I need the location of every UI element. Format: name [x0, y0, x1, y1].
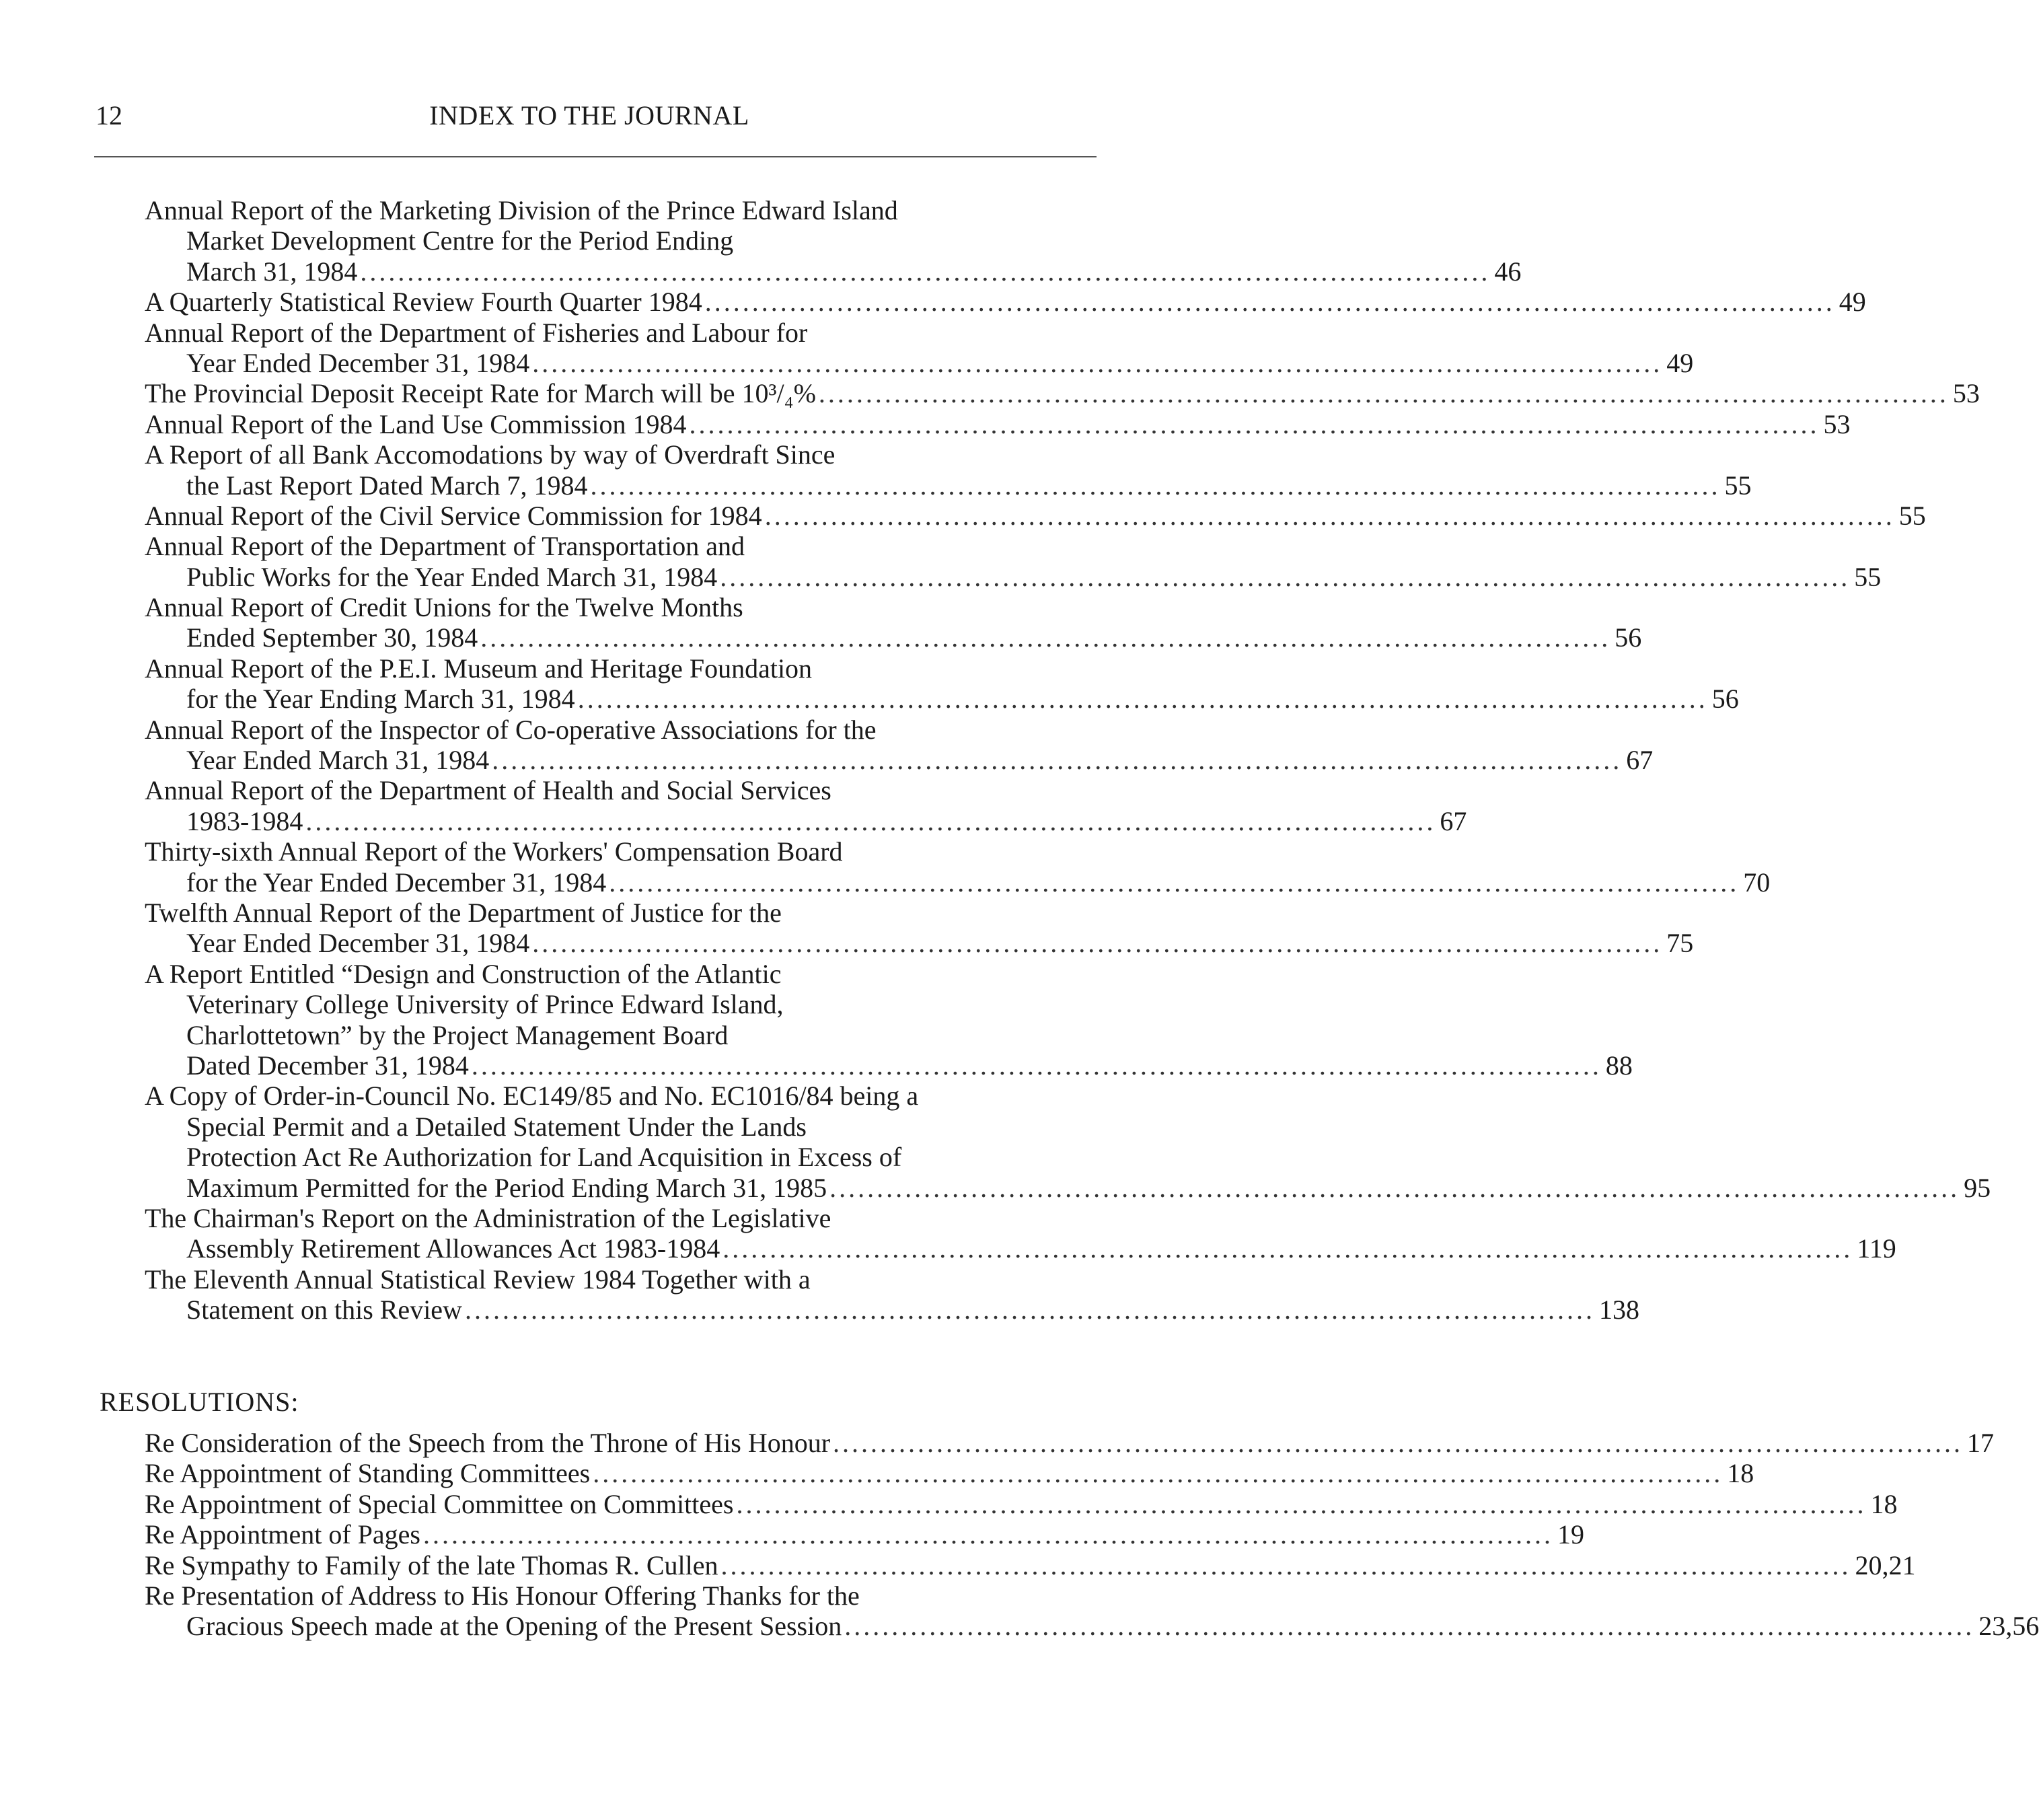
entry-line [145, 1611, 2039, 1642]
dot-leader: ........................................................................................................................ [722, 1233, 1853, 1264]
entry-line [145, 836, 1095, 867]
entry-text: The Provincial Deposit Receipt Rate for March will be 10³/₄% [145, 378, 816, 409]
dot-leader: ........................................................................................................................ [305, 805, 1436, 836]
entry-line [145, 318, 1095, 348]
entry-line [145, 1172, 1991, 1203]
index-entry [145, 1458, 1754, 1489]
dot-leader: ........................................................................................................................ [492, 745, 1623, 776]
entry-text: Dated December 31, 1984 [186, 1050, 469, 1081]
entry-line [145, 1081, 1095, 1111]
index-entry [145, 408, 1851, 439]
entry-line [145, 378, 1980, 409]
page-reference: 70 [1743, 867, 1771, 898]
index-entry [145, 1264, 1639, 1325]
index-entry [145, 1428, 1995, 1458]
entry-line [145, 470, 1752, 501]
entry-line [145, 989, 1095, 1019]
entry-line [145, 347, 1694, 378]
dot-leader: ........................................................................................................................ [844, 1611, 1975, 1642]
page-reference: 19 [1557, 1519, 1584, 1550]
entry-line [145, 287, 1866, 318]
entry-line [145, 1203, 1095, 1233]
entry-text: Annual Report of the Department of Fisheries and Labour for [145, 317, 808, 348]
entry-text: A Report Entitled “Design and Construction of the Atlantic [145, 958, 782, 989]
entry-text: Re Appointment of Special Committee on Committees [145, 1488, 734, 1519]
index-entry [145, 592, 1642, 653]
entry-text: Special Permit and a Detailed Statement Under the Lands [186, 1111, 807, 1142]
entry-line [145, 775, 1095, 805]
entry-line [145, 867, 1771, 898]
page-reference: 95 [1964, 1172, 1991, 1203]
dot-leader: ........................................................................................................................ [720, 1550, 1851, 1580]
entry-line [145, 1112, 1095, 1142]
dot-leader: ........................................................................................................................ [593, 1458, 1723, 1489]
entry-text: Annual Report of the P.E.I. Museum and Heritage Foundation [145, 653, 813, 684]
dot-leader: ........................................................................................................................ [764, 500, 1895, 531]
index-entry [145, 958, 1633, 1081]
entry-text: Annual Report of the Civil Service Commission for 1984 [145, 500, 762, 531]
entry-text: Maximum Permitted for the Period Ending March 31, 1985 [186, 1172, 827, 1203]
resolutions-heading: RESOLUTIONS: [100, 1387, 299, 1417]
running-title: INDEX TO THE JOURNAL [429, 100, 749, 131]
entry-text: Re Sympathy to Family of the late Thomas R. Cullen [145, 1550, 718, 1580]
index-entry [145, 1081, 1991, 1203]
page-reference: 53 [1952, 378, 1980, 409]
entry-line [145, 1550, 1916, 1580]
entry-text: Re Appointment of Pages [145, 1519, 420, 1550]
entry-line [145, 684, 1739, 715]
page-reference: 53 [1823, 408, 1851, 439]
page-reference: 67 [1626, 745, 1654, 776]
entry-text: for the Year Ending March 31, 1984 [186, 684, 575, 715]
index-entry [145, 1488, 1898, 1519]
entry-line [145, 561, 1882, 592]
dot-leader: ........................................................................................................................ [704, 287, 1835, 318]
dot-leader: ........................................................................................................................ [422, 1519, 1553, 1550]
index-entry [145, 195, 1522, 287]
index-entry [145, 1580, 2039, 1642]
page-reference: 56 [1615, 622, 1642, 653]
entry-line [145, 959, 1095, 989]
index-entry [145, 714, 1654, 776]
index-entry [145, 653, 1739, 715]
dot-leader: ........................................................................................................................ [577, 684, 1708, 715]
page-header [0, 100, 1179, 140]
index-entry [145, 1550, 1916, 1580]
dot-leader: ........................................................................................................................ [464, 1295, 1595, 1325]
entry-line [145, 1142, 1095, 1172]
entry-text: Protection Act Re Authorization for Land Acquisition in Excess of [186, 1142, 902, 1173]
page-reference: 20,21 [1855, 1550, 1916, 1580]
index-entry [145, 531, 1882, 592]
entry-line [145, 1050, 1633, 1081]
page-reference: 67 [1440, 805, 1467, 836]
dot-leader: ........................................................................................................................ [609, 867, 1740, 898]
index-entry [145, 500, 1926, 531]
page-number: 12 [96, 100, 122, 131]
entry-line [145, 1264, 1095, 1295]
entry-line [145, 256, 1522, 287]
dot-leader: ........................................................................................................................ [818, 378, 1949, 409]
entry-line [145, 195, 1095, 225]
header-rule [94, 156, 1097, 157]
page-reference: 88 [1605, 1050, 1633, 1081]
dot-leader: ........................................................................................................................ [833, 1428, 1964, 1458]
entry-text: Ended September 30, 1984 [186, 622, 478, 653]
entry-line [145, 928, 1694, 959]
entry-text: The Chairman's Report on the Administration of the Legislative [145, 1202, 831, 1233]
reports-index [145, 195, 1991, 1325]
entry-line [145, 805, 1467, 836]
entry-text: A Copy of Order-in-Council No. EC149/85 and No. EC1016/84 being a [145, 1081, 919, 1112]
entry-text: for the Year Ended December 31, 1984 [186, 867, 607, 898]
page-reference: 49 [1839, 287, 1866, 318]
entry-text: Annual Report of the Department of Health and Social Services [145, 775, 831, 806]
entry-line [145, 1020, 1095, 1050]
page-reference: 23,56 [1978, 1611, 2039, 1642]
entry-line [145, 500, 1926, 531]
entry-line [145, 1580, 1095, 1611]
page-reference: 75 [1666, 928, 1694, 959]
entry-text: Public Works for the Year Ended March 31, 1984 [186, 561, 718, 592]
dot-leader: ........................................................................................................................ [471, 1050, 1602, 1081]
entry-text: A Report of all Bank Accomodations by way of Overdraft Since [145, 439, 836, 470]
entry-line [145, 1295, 1639, 1325]
dot-leader: ........................................................................................................................ [720, 561, 1851, 592]
page-reference: 55 [1724, 470, 1752, 501]
page-reference: 55 [1898, 500, 1926, 531]
entry-text: Veterinary College University of Prince Edward Island, [186, 989, 784, 1020]
entry-text: Year Ended March 31, 1984 [186, 745, 490, 776]
page-reference: 55 [1854, 561, 1882, 592]
entry-text: A Quarterly Statistical Review Fourth Quarter 1984 [145, 287, 702, 318]
index-entry [145, 1519, 1584, 1550]
dot-leader: ........................................................................................................................ [689, 408, 1820, 439]
entry-text: Year Ended December 31, 1984 [186, 928, 530, 959]
index-entry [145, 775, 1467, 836]
index-entry [145, 287, 1866, 318]
entry-text: Market Development Centre for the Period Ending [186, 225, 734, 256]
index-entry [145, 1202, 1896, 1264]
entry-text: Charlottetown” by the Project Management Board [186, 1019, 729, 1050]
entry-line [145, 898, 1095, 928]
entry-line [145, 715, 1095, 745]
entry-text: Statement on this Review [186, 1295, 462, 1325]
entry-line [145, 1519, 1584, 1550]
dot-leader: ........................................................................................................................ [480, 622, 1611, 653]
page-reference: 49 [1666, 347, 1694, 378]
entry-text: Thirty-sixth Annual Report of the Workers' Compensation Board [145, 836, 843, 867]
page-reference: 138 [1598, 1295, 1639, 1325]
page-reference: 46 [1494, 256, 1522, 287]
entry-line [145, 1233, 1896, 1264]
dot-leader: ........................................................................................................................ [532, 347, 1663, 378]
index-entry [145, 439, 1752, 501]
entry-text: Re Presentation of Address to His Honour Offering Thanks for the [145, 1580, 860, 1611]
entry-line [145, 408, 1851, 439]
page-reference: 17 [1967, 1428, 1995, 1458]
entry-line [145, 1428, 1995, 1458]
dot-leader: ........................................................................................................................ [829, 1172, 1960, 1203]
entry-text: Twelfth Annual Report of the Department of Justice for the [145, 897, 782, 928]
resolutions-index [145, 1428, 2039, 1642]
entry-line [145, 1488, 1898, 1519]
entry-text: The Eleventh Annual Statistical Review 1984 Together with a [145, 1264, 811, 1295]
index-entry [145, 317, 1694, 379]
entry-line [145, 225, 1095, 256]
entry-text: Annual Report of Credit Unions for the Twelve Months [145, 592, 743, 623]
index-entry [145, 836, 1771, 898]
entry-line [145, 745, 1654, 776]
entry-text: Re Appointment of Standing Committees [145, 1458, 591, 1489]
dot-leader: ........................................................................................................................ [736, 1488, 1867, 1519]
entry-line [145, 653, 1095, 684]
entry-line [145, 439, 1095, 470]
entry-text: the Last Report Dated March 7, 1984 [186, 470, 588, 501]
entry-text: 1983-1984 [186, 805, 303, 836]
entry-line [145, 1458, 1754, 1489]
entry-text: Annual Report of the Department of Transportation and [145, 531, 745, 562]
index-entry [145, 378, 1980, 409]
entry-text: Annual Report of the Land Use Commission 1984 [145, 408, 687, 439]
entry-line [145, 592, 1095, 622]
page-reference: 119 [1857, 1233, 1896, 1264]
dot-leader: ........................................................................................................................ [590, 470, 1721, 501]
entry-text: Gracious Speech made at the Opening of the Present Session [186, 1611, 842, 1642]
dot-leader: ........................................................................................................................ [532, 928, 1663, 959]
entry-line [145, 531, 1095, 561]
index-entry [145, 897, 1694, 959]
entry-text: Annual Report of the Inspector of Co-operative Associations for the [145, 714, 877, 745]
page-reference: 18 [1870, 1488, 1898, 1519]
page-reference: 56 [1711, 684, 1739, 715]
dot-leader: ........................................................................................................................ [360, 256, 1491, 287]
entry-text: March 31, 1984 [186, 256, 358, 287]
page-reference: 18 [1727, 1458, 1754, 1489]
entry-text: Re Consideration of the Speech from the Throne of His Honour [145, 1428, 831, 1458]
entry-text: Annual Report of the Marketing Division of the Prince Edward Island [145, 195, 898, 225]
entry-text: Assembly Retirement Allowances Act 1983-1984 [186, 1233, 720, 1264]
entry-line [145, 622, 1642, 653]
entry-text: Year Ended December 31, 1984 [186, 347, 530, 378]
